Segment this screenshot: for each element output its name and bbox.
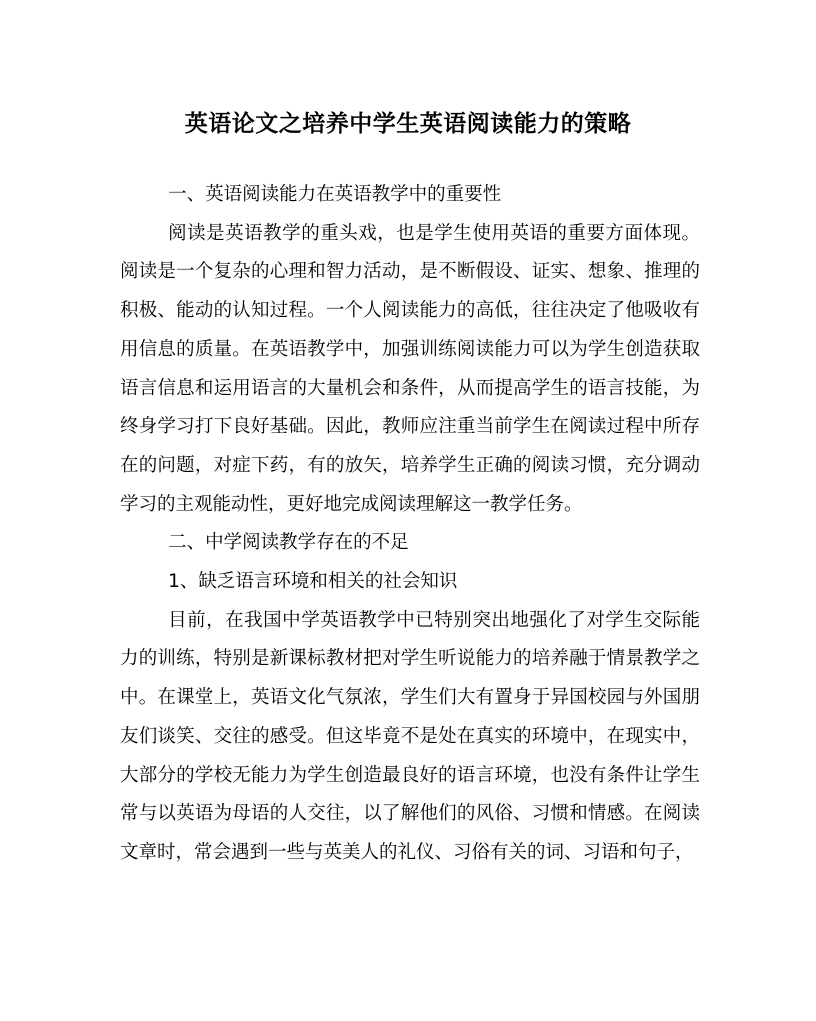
section-heading-2: 二、中学阅读教学存在的不足 bbox=[168, 532, 409, 554]
document-body bbox=[120, 176, 700, 873]
body-paragraph-2: 目前，在我国中学英语教学中已特别突出地强化了对学生交际能力的训练，特别是新课标教材把对学生听说能力的培养融于情景教学之中。在课堂上，英语文化气氛浓，学生们大有置身于异国校园与外国朋友们谈笑、交往的感受。但这毕竟不是处在真实的环境中，在现实中，大部分的学校无能力为学生创造最良好的语言环境，也没有条件让学生常与以英语为母语的人交往，以了解他们的风俗、习惯和情感。在阅读文章时，常会遇到一些与英美人的礼仪、习俗有关的词、习语和句子， bbox=[120, 609, 700, 863]
subsection-heading-1: 1、缺乏语言环境和相关的社会知识 bbox=[168, 571, 458, 593]
body-paragraph-1: 阅读是英语教学的重头戏，也是学生使用英语的重要方面体现。阅读是一个复杂的心理和智力活动，是不断假设、证实、想象、推理的积极、能动的认知过程。一个人阅读能力的高低，往往决定了他吸收有用信息的质量。在英语教学中，加强训练阅读能力可以为学生创造获取语言信息和运用语言的大量机会和条件，从而提高学生的语言技能，为终身学习打下良好基础。因此，教师应注重当前学生在阅读过程中所存在的问题，对症下药，有的放矢，培养学生正确的阅读习惯，充分调动学习的主观能动性，更好地完成阅读理解这一教学任务。 bbox=[120, 222, 700, 515]
section-heading-1: 一、英语阅读能力在英语教学中的重要性 bbox=[168, 184, 502, 205]
document-title: 英语论文之培养中学生英语阅读能力的策略 bbox=[184, 110, 632, 137]
